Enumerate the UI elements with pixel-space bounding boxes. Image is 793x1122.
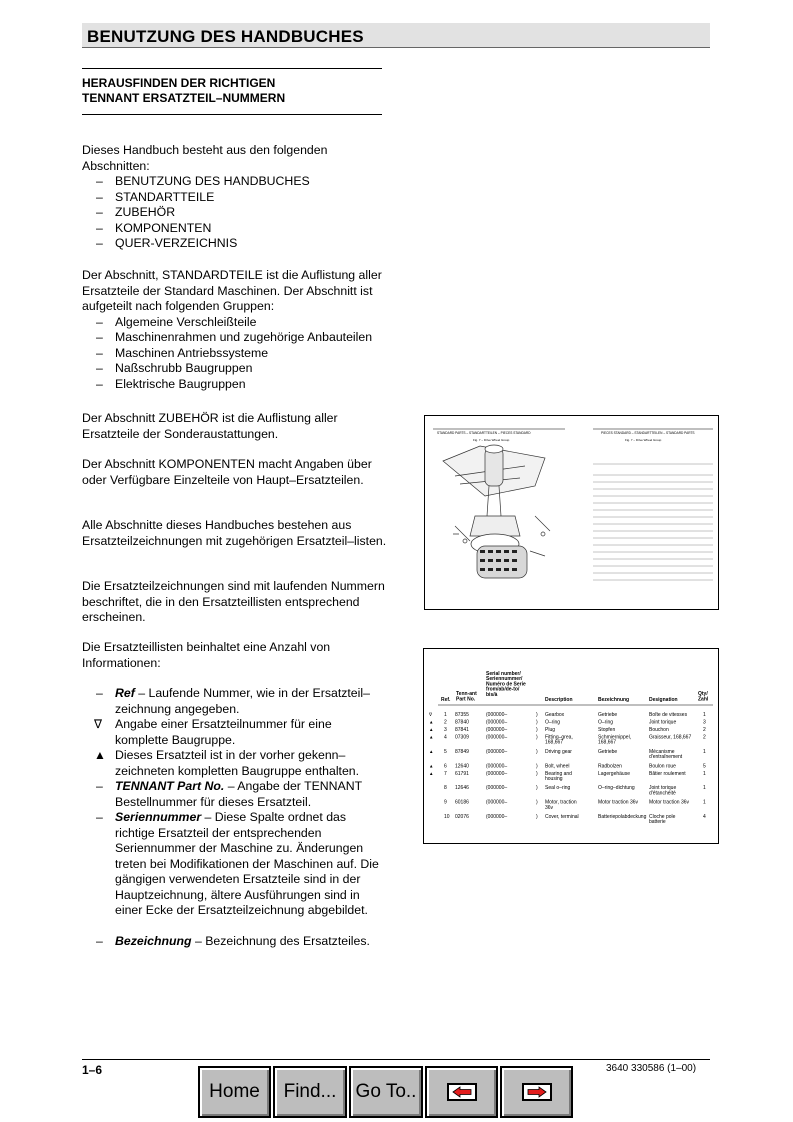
table-cell-desc: Bearing and housing xyxy=(545,770,572,782)
table-cell-bez: Batteriepolabdeckung xyxy=(598,814,647,820)
table-cell-bracket: ) xyxy=(536,763,538,770)
table-cell-bez: Lagergehäuse xyxy=(598,770,630,777)
fig-mini-table xyxy=(593,464,713,580)
table-cell-mark: ∇ xyxy=(429,712,433,717)
table-cell-bracket: ) xyxy=(536,770,538,777)
table-cell-part: 60186 xyxy=(455,799,469,806)
table-cell-desc: Seal o–ring xyxy=(545,785,571,792)
table-cell-designation: Bâtier roulement xyxy=(649,770,686,777)
table-cell-ref: 7 xyxy=(444,770,447,777)
table-cell-qty: 1 xyxy=(703,748,706,755)
table-cell-serial: (000000– xyxy=(486,734,508,741)
parts-table-drawing xyxy=(424,649,718,843)
parts-table-figure xyxy=(423,648,719,844)
list-item: – Maschinen Antriebssysteme xyxy=(96,345,269,360)
table-cell-mark: ▲ xyxy=(429,770,434,776)
arrow-right-icon xyxy=(522,1083,552,1101)
table-cell-bez: Getriebe xyxy=(598,748,618,755)
page-title: BENUTZUNG DES HANDBUCHES xyxy=(87,27,364,46)
table-cell-ref: 4 xyxy=(444,734,447,741)
table-cell-desc: O–ring xyxy=(545,719,561,726)
table-cell-bracket: ) xyxy=(536,814,538,820)
list-item: – KOMPONENTEN xyxy=(96,220,212,235)
fig-right-caption: Fig. 7 – Drive Wheel Group xyxy=(625,438,662,442)
table-cell-ref: 2 xyxy=(444,719,447,726)
col-designation-header: Designation xyxy=(649,697,678,703)
table-cell-qty: 2 xyxy=(703,727,706,733)
table-cell-bez: Schmiernippel, 168,667 xyxy=(598,734,632,746)
table-cell-designation: Bouchon xyxy=(649,727,669,733)
table-cell-ref: 6 xyxy=(444,763,447,770)
table-cell-bracket: ) xyxy=(536,785,538,792)
table-cell-designation: Cloche pole batterie xyxy=(649,814,676,826)
table-cell-designation: Motor traction 36v xyxy=(649,799,690,806)
table-cell-qty: 1 xyxy=(703,712,706,718)
col-part-header: Tenn-ant Part No. xyxy=(456,691,477,703)
fig-left-caption: Fig. 7 – Drive Wheel Group xyxy=(473,438,510,442)
table-cell-part: 12646 xyxy=(455,785,469,792)
col-qty-header: Qty/ Zahl xyxy=(698,691,709,703)
table-cell-mark: ▲ xyxy=(429,748,434,754)
table-cell-part: 87355 xyxy=(455,712,469,718)
table-cell-mark: ▲ xyxy=(429,763,434,769)
table-cell-serial: (000000– xyxy=(486,785,508,792)
table-cell-desc: Bolt, wheel xyxy=(545,763,570,770)
table-cell-desc: Plug xyxy=(545,727,556,733)
table-cell-part: 87840 xyxy=(455,719,469,726)
list-item: – Algemeine Verschleißteile xyxy=(96,314,257,329)
table-cell-bez: O–ring–dichtung xyxy=(598,785,635,792)
abschnitte-text: Alle Abschnitte dieses Handbuches bestehen aus Ersatzteilzeichnungen mit zugehörigen Ersatzteil–listen. xyxy=(82,518,387,548)
table-cell-desc: Fitting–grea, 168,667 xyxy=(545,734,573,746)
section-heading-line-1: HERAUSFINDEN DER RICHTIGEN xyxy=(82,76,276,90)
list-item: – Maschinenrahmen und zugehörige Anbauteilen xyxy=(96,330,373,344)
section-rule-bottom xyxy=(82,114,382,115)
info-item-included: ▲ Dieses Ersatzteil ist in der vorher gekenn– zeichneten kompletten Baugruppe enthalten. xyxy=(94,748,360,778)
komponenten-text: Der Abschnitt KOMPONENTEN macht Angaben über oder Verfügbare Einzelteile von Haupt–Ersatzteilen. xyxy=(82,457,372,487)
table-cell-part: 87841 xyxy=(455,727,469,733)
info-item-tennant: – TENNANT Part No. – Angabe der TENNANT Bestellnummer für dieses Ersatzteil. xyxy=(96,779,362,809)
info-item-ref: – Ref – Laufende Nummer, wie in der Ersatzteil– zeichnung angegeben. xyxy=(96,686,370,716)
arrow-left-icon xyxy=(447,1083,477,1101)
table-cell-qty: 2 xyxy=(703,734,706,741)
table-cell-serial: (000000– xyxy=(486,814,508,820)
fig-right-header: PIECES STANDARD – STANDARTTEILEN – STANDARD PARTS xyxy=(601,431,695,435)
footer-rule xyxy=(82,1059,710,1060)
zeichnungen-text: Die Ersatzteilzeichnungen sind mit laufenden Nummern beschriftet, die in den Ersatzteillisten entsprechend erscheinen. xyxy=(82,579,385,624)
table-cell-ref: 8 xyxy=(444,785,447,792)
table-cell-serial: (000000– xyxy=(486,799,508,806)
table-cell-designation: Joint torique d'étanchéité xyxy=(649,785,677,797)
table-cell-designation: Graisseur, 168,667 xyxy=(649,734,692,741)
col-bez-header: Bezeichnung xyxy=(598,697,630,703)
list-item: – STANDARTTEILE xyxy=(96,189,215,204)
fig-left-header: STANDARD PARTS – STANDARTTEILEN – PIECES STANDARD xyxy=(437,431,531,435)
list-item: – Elektrische Baugruppen xyxy=(96,376,246,391)
wheel-assembly-drawing xyxy=(443,445,550,578)
table-cell-bez: Motor traction 36v xyxy=(598,799,639,806)
section-heading-line-2: TENNANT ERSATZTEIL–NUMMERN xyxy=(82,91,286,105)
table-cell-designation: Mécanisme d'entraînement xyxy=(649,748,683,761)
list-item: – QUER-VERZEICHNIS xyxy=(96,236,238,250)
standard-block xyxy=(82,268,387,392)
table-cell-ref: 5 xyxy=(444,748,447,755)
zubehoer-text: Der Abschnitt ZUBEHÖR ist die Auflistung aller Ersatzteile der Sonderaustattungen. xyxy=(82,411,338,441)
table-cell-desc: Driving gear xyxy=(545,748,572,755)
table-cell-part: 12640 xyxy=(455,763,469,770)
table-cell-bracket: ) xyxy=(536,799,538,806)
list-item: – ZUBEHÖR xyxy=(96,205,176,219)
standard-list xyxy=(82,315,387,393)
table-cell-mark: ▲ xyxy=(429,734,434,740)
next-page-button[interactable] xyxy=(500,1066,573,1118)
table-cell-ref: 3 xyxy=(444,727,447,733)
triangle-down-icon: ∇ xyxy=(94,717,103,731)
listen-text: Die Ersatzteillisten beinhaltet eine Anzahl von Informationen: xyxy=(82,640,331,670)
intro-block xyxy=(82,143,387,252)
table-cell-desc: Gearbox xyxy=(545,712,565,718)
table-cell-part: 61791 xyxy=(455,770,469,777)
previous-page-button[interactable] xyxy=(425,1066,498,1118)
table-cell-designation: Boulon roue xyxy=(649,763,676,770)
info-item-bezeichnung: – Bezeichnung – Bezeichnung des Ersatzteiles. xyxy=(96,933,370,948)
col-serial-header: Serial number/ Seriennummer/ Numéro de Serie from/ab/de-to/ bis/à xyxy=(486,671,526,698)
intro-list xyxy=(82,174,387,252)
find-button[interactable]: Find... xyxy=(273,1066,347,1118)
table-cell-bracket: ) xyxy=(536,712,538,718)
table-cell-part: 02076 xyxy=(455,814,469,820)
table-cell-serial: (000000– xyxy=(486,748,508,755)
table-cell-mark: ▲ xyxy=(429,727,434,732)
home-button[interactable]: Home xyxy=(198,1066,271,1118)
document-id: 3640 330586 (1–00) xyxy=(606,1063,697,1074)
table-cell-bez: Stopfen xyxy=(598,727,616,733)
standard-text: Der Abschnitt, STANDARDTEILE ist die Auflistung aller Ersatzteile der Standard Maschinen. Der Abschnitt ist aufgeteilt nach folgenden Gruppen: xyxy=(82,268,382,313)
table-cell-qty: 1 xyxy=(703,770,706,777)
sample-page-figure xyxy=(424,415,719,610)
info-item-assembly: ∇ Angabe einer Ersatzteilnummer für eine komplette Baugruppe. xyxy=(94,717,332,747)
table-cell-desc: Motor, traction 36v xyxy=(545,799,577,811)
table-cell-bracket: ) xyxy=(536,748,538,755)
table-cell-qty: 1 xyxy=(703,785,706,792)
table-cell-serial: (000000– xyxy=(486,712,508,718)
triangle-up-icon: ▲ xyxy=(94,748,106,762)
table-cell-bez: Radbolzen xyxy=(598,763,622,770)
table-cell-bez: Getriebe xyxy=(598,712,618,718)
table-cell-desc: Cover, terminal xyxy=(545,814,579,820)
sample-page-drawing xyxy=(425,416,718,609)
table-cell-serial: (000000– xyxy=(486,763,508,770)
table-cell-bez: O–ring xyxy=(598,719,614,726)
table-cell-bracket: ) xyxy=(536,719,538,726)
goto-button[interactable]: Go To.. xyxy=(349,1066,423,1118)
table-cell-serial: (000000– xyxy=(486,719,508,726)
section-rule-top xyxy=(82,68,382,69)
list-item: – Naßschrubb Baugruppen xyxy=(96,361,253,375)
table-cell-qty: 3 xyxy=(703,719,706,726)
col-ref-header: Ref. xyxy=(441,697,451,703)
table-cell-designation: Joint torique xyxy=(649,719,677,726)
col-desc-header: Description xyxy=(545,697,573,703)
table-cell-part: 07309 xyxy=(455,734,469,741)
table-cell-ref: 10 xyxy=(444,814,450,820)
table-cell-mark: ▲ xyxy=(429,719,434,725)
table-cell-designation: Boîte de vitesses xyxy=(649,712,688,718)
table-cell-ref: 1 xyxy=(444,712,447,718)
table-cell-qty: 4 xyxy=(703,814,706,820)
table-cell-qty: 5 xyxy=(703,763,706,770)
section-heading xyxy=(82,76,285,106)
page-number: 1–6 xyxy=(82,1063,103,1077)
table-cell-bracket: ) xyxy=(536,727,538,733)
info-item-serien: – Seriennummer – Diese Spalte ordnet das richtige Ersatzteil der entsprechenden Seriennummer der Maschine zu. Änderungen treten bei Modifikationen der Maschinen auf. Die gängigen verwendeten Ersatzteile sind in der Hauptzeichnung, ältere Ausführungen sind in einer Ecke der Ersatzteilzeichnung abgebildet. xyxy=(96,810,379,917)
intro-text: Dieses Handbuch besteht aus den folgenden Abschnitten: xyxy=(82,143,328,173)
table-cell-ref: 9 xyxy=(444,799,447,806)
info-list xyxy=(82,686,387,949)
table-cell-part: 87849 xyxy=(455,748,469,755)
list-item: – BENUTZUNG DES HANDBUCHES xyxy=(96,174,310,188)
table-cell-bracket: ) xyxy=(536,734,538,741)
table-cell-qty: 1 xyxy=(703,799,706,806)
table-cell-serial: (000000– xyxy=(486,727,508,733)
table-cell-serial: (000000– xyxy=(486,770,508,777)
